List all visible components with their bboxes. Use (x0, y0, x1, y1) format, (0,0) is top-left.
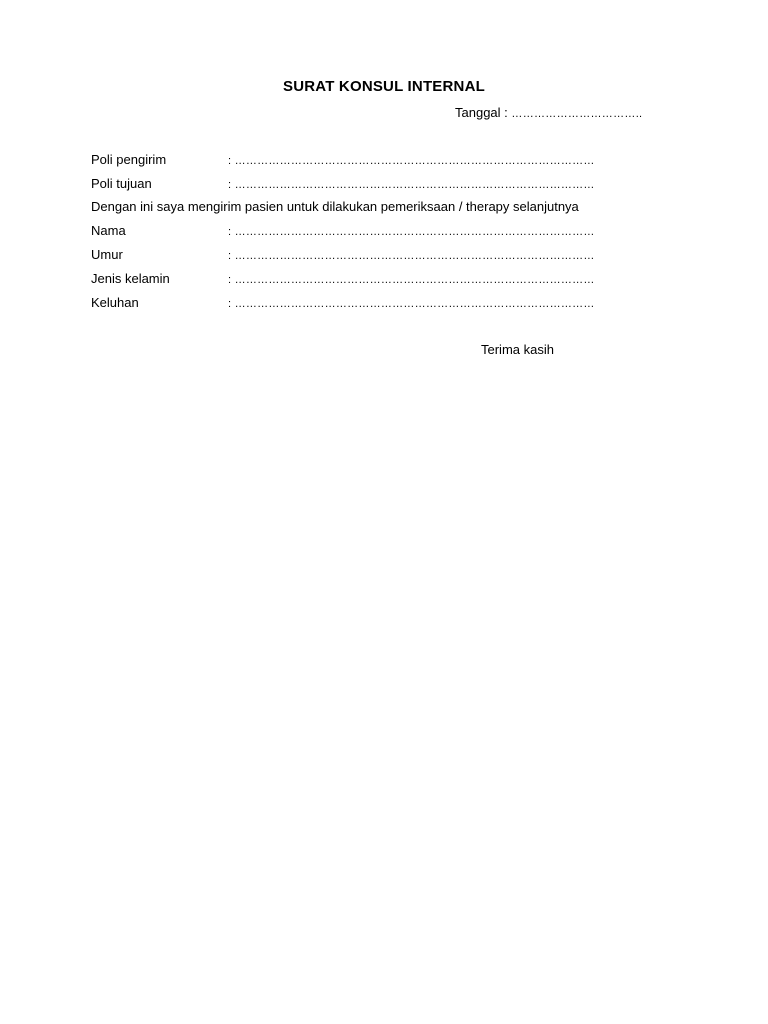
field-row-poli-tujuan (91, 175, 595, 193)
field-label: Keluhan (91, 295, 139, 310)
field-label: Jenis kelamin (91, 271, 170, 286)
field-value: : …………………………………………………………………………………… (228, 226, 595, 238)
closing-text: Terima kasih (481, 342, 554, 357)
field-value: : …………………………………………………………………………………… (228, 250, 595, 262)
field-label: Poli pengirim (91, 152, 167, 167)
date-value: …………………………….. (511, 108, 643, 120)
field-value: : …………………………………………………………………………………… (228, 155, 595, 167)
field-value: : …………………………………………………………………………………… (228, 298, 595, 310)
field-row-keluhan (91, 294, 595, 312)
date-line (455, 105, 642, 120)
field-row-jenis-kelamin (91, 270, 595, 288)
field-label: Poli tujuan (91, 176, 152, 191)
field-row-poli-pengirim (91, 151, 595, 169)
field-row-umur (91, 246, 595, 264)
field-label: Nama (91, 223, 126, 238)
field-value: : …………………………………………………………………………………… (228, 274, 595, 286)
date-label: Tanggal : (455, 105, 508, 120)
statement-text: Dengan ini saya mengirim pasien untuk dilakukan pemeriksaan / therapy selanjutnya (91, 199, 579, 214)
field-row-nama (91, 222, 595, 240)
field-label: Umur (91, 247, 123, 262)
document-title: SURAT KONSUL INTERNAL (283, 78, 485, 95)
field-value: : …………………………………………………………………………………… (228, 179, 595, 191)
